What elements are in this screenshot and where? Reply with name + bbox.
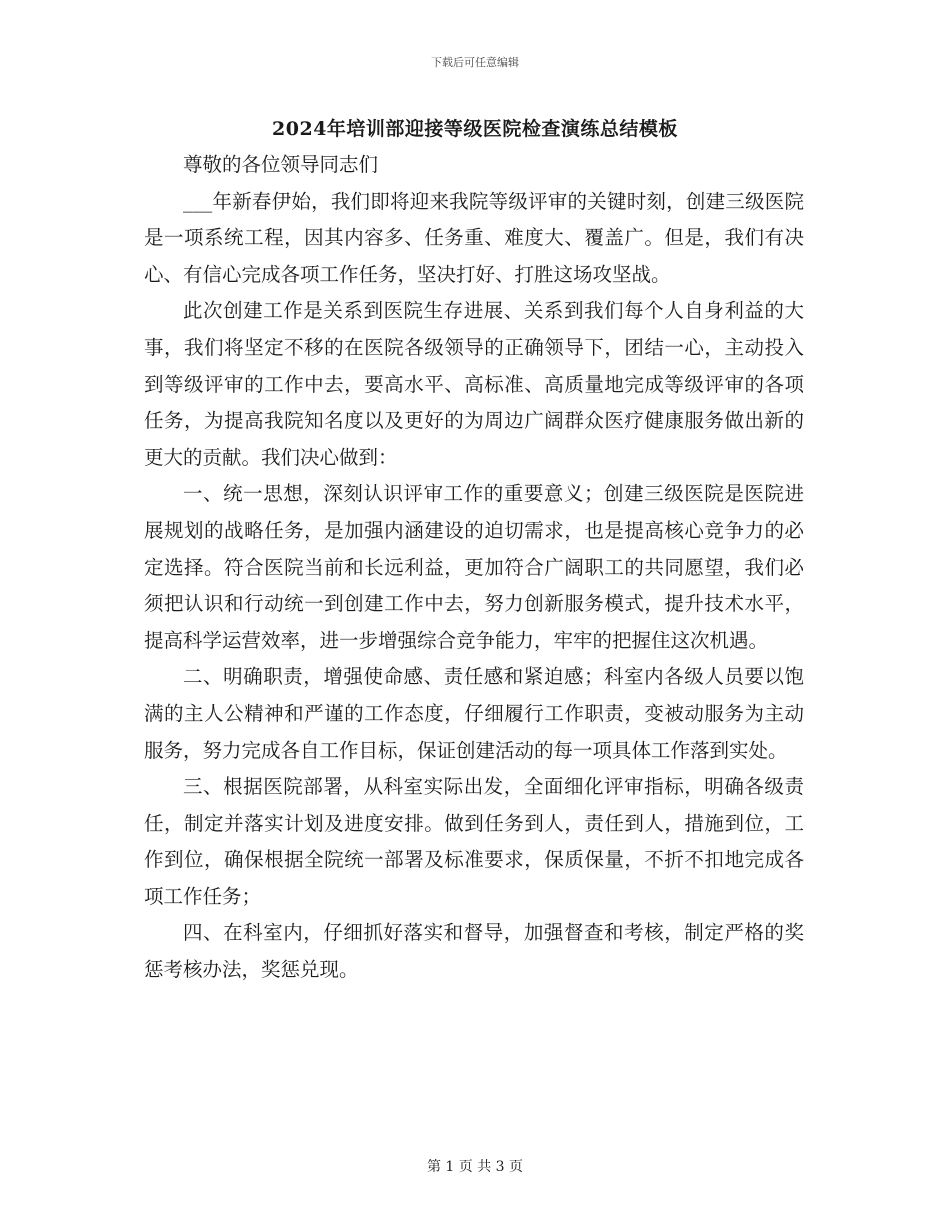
paragraph-intro: ___年新春伊始，我们即将迎来我院等级评审的关键时刻，创建三级医院是一项系统工程，因其内容多、任务重、难度大、覆盖广。但是，我们有决心、有信心完成各项工作任务，坚决打好、打胜这场攻坚战。 bbox=[144, 189, 804, 286]
header-note: 下载后可任意编辑 bbox=[431, 56, 519, 69]
salutation: 尊敬的各位领导同志们 bbox=[183, 153, 379, 176]
paragraph-commitment: 此次创建工作是关系到医院生存进展、关系到我们每个人自身利益的大事，我们将坚定不移的在医院各级领导的正确领导下，团结一心，主动投入到等级评审的工作中去，要高水平、高标准、高质量地完成等级评审的各项任务，为提高我院知名度以及更好的为周边广阔群众医疗健康服务做出新的更大的贡献。我们决心做到： bbox=[144, 299, 804, 469]
page-number: 第 1 页 共 3 页 bbox=[426, 1159, 524, 1175]
paragraph-point-1: 一、统一思想，深刻认识评审工作的重要意义；创建三级医院是医院进展规划的战略任务，是加强内涵建设的迫切需求，也是提高核心竞争力的必定选择。符合医院当前和长远利益，更加符合广阔职工的共同愿望，我们必须把认识和行动统一到创建工作中去，努力创新服务模式，提升技术水平，提高科学运营效率，进一步增强综合竞争能力，牢牢的把握住这次机遇。 bbox=[144, 482, 804, 652]
paragraph-point-4: 四、在科室内，仔细抓好落实和督导，加强督查和考核，制定严格的奖惩考核办法，奖惩兑现。 bbox=[144, 921, 804, 982]
paragraph-point-3: 三、根据医院部署，从科室实际出发，全面细化评审指标，明确各级责任，制定并落实计划及进度安排。做到任务到人，责任到人，措施到位，工作到位，确保根据全院统一部署及标准要求，保质保量，不折不扣地完成各项工作任务； bbox=[144, 775, 804, 908]
paragraph-point-2: 二、明确职责，增强使命感、责任感和紧迫感；科室内各级人员要以饱满的主人公精神和严谨的工作态度，仔细履行工作职责，变被动服务为主动服务，努力完成各自工作目标，保证创建活动的每一项具体工作落到实处。 bbox=[144, 665, 804, 762]
document-title: 2024年培训部迎接等级医院检查演练总结模板 bbox=[272, 118, 678, 140]
document-body bbox=[144, 147, 804, 989]
